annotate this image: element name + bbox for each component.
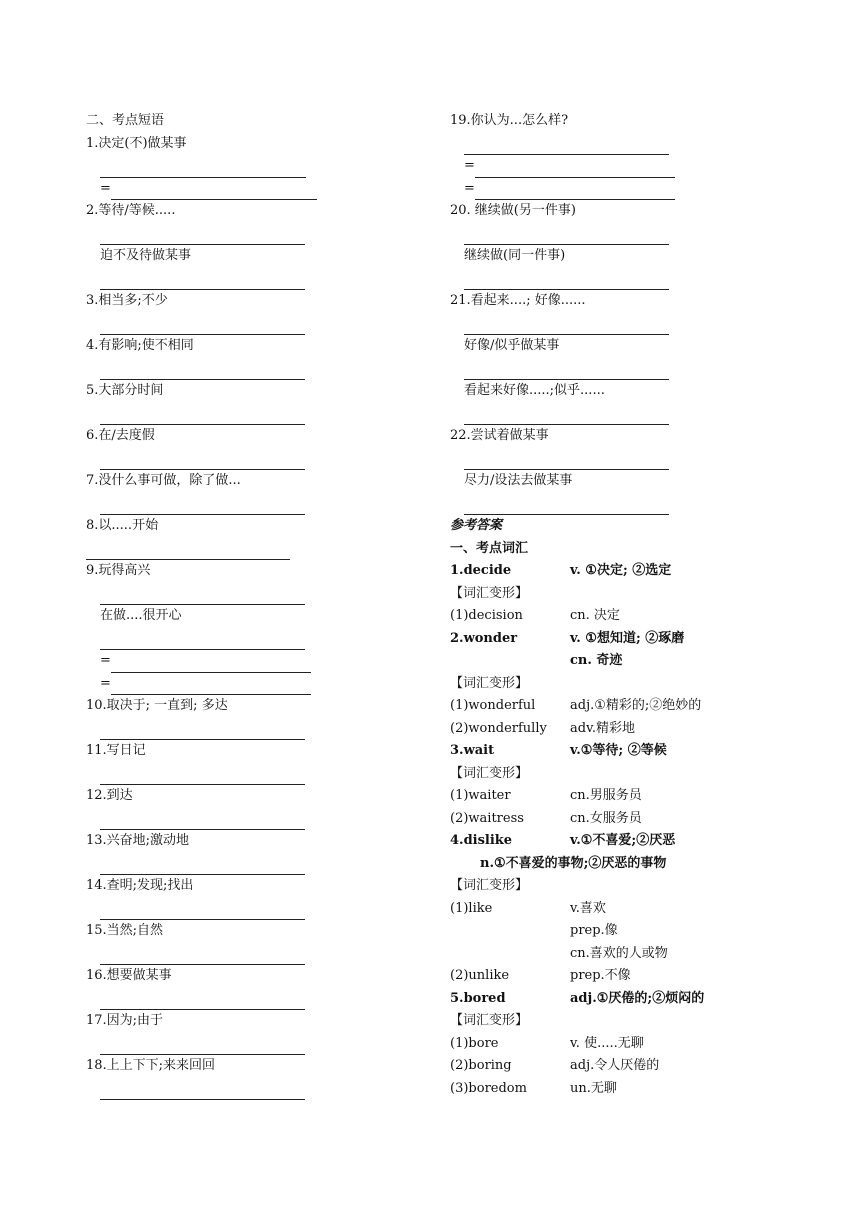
item-21-sub2: 看起来好像.....;似乎...... bbox=[464, 383, 605, 398]
item-1-blank[interactable] bbox=[86, 155, 326, 178]
forms-bracket: 【词汇变形】 bbox=[450, 675, 529, 691]
item-16-blank[interactable] bbox=[86, 988, 326, 1011]
item-16-question: 16.想要做某事 bbox=[86, 968, 172, 983]
item-22-sub-blank[interactable] bbox=[450, 493, 750, 516]
item-14-question: 14.查明;发现;找出 bbox=[86, 878, 194, 893]
form-row: (1)bore v. 使.....无聊 bbox=[450, 1035, 644, 1051]
answer-section-heading: 一、考点词汇 bbox=[450, 540, 529, 556]
item-8-question: 8.以.....开始 bbox=[86, 518, 159, 533]
forms-bracket: 【词汇变形】 bbox=[450, 765, 529, 781]
item-22-sub: 尽力/设法去做某事 bbox=[464, 473, 573, 488]
item-7-question: 7.没什么事可做，除了做... bbox=[86, 473, 241, 488]
word-entry-wonder-def2: cn. 奇迹 bbox=[570, 653, 623, 668]
item-20-sub-blank[interactable] bbox=[450, 268, 750, 291]
item-19-question: 19.你认为...怎么样? bbox=[450, 113, 569, 128]
word-entry-decide: 1.decide v. ①决定; ②选定 bbox=[450, 563, 672, 578]
item-21-sub1: 好像/似乎做某事 bbox=[464, 338, 560, 353]
item-13-blank[interactable] bbox=[86, 853, 326, 876]
item-7-blank[interactable] bbox=[86, 493, 326, 516]
item-13-question: 13.兴奋地;激动地 bbox=[86, 833, 190, 848]
item-3-question: 3.相当多;不少 bbox=[86, 293, 168, 308]
right-column bbox=[450, 110, 750, 1100]
item-1-question: 1.决定(不)做某事 bbox=[86, 135, 187, 151]
item-22-blank[interactable] bbox=[450, 448, 750, 471]
item-15-blank[interactable] bbox=[86, 943, 326, 966]
item-2-blank[interactable] bbox=[86, 223, 326, 246]
item-19-blank[interactable] bbox=[450, 133, 750, 156]
form-row: (2)waitress cn.女服务员 bbox=[450, 810, 642, 826]
left-column bbox=[86, 110, 326, 1100]
item-9-eq1-blank[interactable]: = bbox=[86, 650, 326, 673]
item-10-blank[interactable] bbox=[86, 718, 326, 741]
form-row: (1)wonderful adj.①精彩的;②绝妙的 bbox=[450, 698, 702, 713]
item-6-question: 6.在/去度假 bbox=[86, 428, 155, 443]
form-row: (1)decision cn. 决定 bbox=[450, 608, 620, 623]
item-21-sub1-blank[interactable] bbox=[450, 358, 750, 381]
item-9-sub: 在做....很开心 bbox=[100, 608, 182, 623]
item-12-blank[interactable] bbox=[86, 808, 326, 831]
forms-bracket: 【词汇变形】 bbox=[450, 878, 529, 893]
form-row: (1)like v.喜欢 bbox=[450, 900, 606, 916]
item-4-blank[interactable] bbox=[86, 358, 326, 381]
item-21-blank[interactable] bbox=[450, 313, 750, 336]
item-19-eq2-blank[interactable]: = bbox=[450, 178, 750, 201]
section-heading: 二、考点短语 bbox=[86, 113, 165, 128]
form-row: (2)unlike prep.不像 bbox=[450, 968, 631, 983]
item-2-question: 2.等待/等候..... bbox=[86, 203, 176, 218]
form-row: (1)waiter cn.男服务员 bbox=[450, 788, 642, 803]
item-15-question: 15.当然;自然 bbox=[86, 923, 164, 938]
word-entry-bored: 5.bored adj.①厌倦的;②烦闷的 bbox=[450, 990, 705, 1006]
item-17-blank[interactable] bbox=[86, 1033, 326, 1056]
word-entry-wait: 3.wait v.①等待; ②等候 bbox=[450, 743, 667, 758]
item-11-question: 11.写日记 bbox=[86, 743, 146, 758]
answer-title: 参考答案 bbox=[450, 518, 503, 533]
item-17-question: 17.因为;由于 bbox=[86, 1013, 164, 1028]
item-19-eq1-blank[interactable]: = bbox=[450, 155, 750, 178]
item-6-blank[interactable] bbox=[86, 448, 326, 471]
item-21-question: 21.看起来....; 好像...... bbox=[450, 293, 586, 308]
form-row: (2)boring adj.令人厌倦的 bbox=[450, 1058, 660, 1073]
item-8-blank[interactable] bbox=[86, 538, 326, 561]
word-entry-dislike: 4.dislike v.①不喜爱;②厌恶 bbox=[450, 833, 676, 848]
form-row: cn.喜欢的人或物 bbox=[570, 945, 668, 961]
item-5-blank[interactable] bbox=[86, 403, 326, 426]
item-22-question: 22.尝试着做某事 bbox=[450, 428, 549, 443]
item-11-blank[interactable] bbox=[86, 763, 326, 786]
form-row: prep.像 bbox=[570, 923, 618, 938]
item-9-sub-blank[interactable] bbox=[86, 628, 326, 651]
item-2-sub: 迫不及待做某事 bbox=[100, 248, 192, 263]
item-9-blank[interactable] bbox=[86, 583, 326, 606]
item-20-sub: 继续做(同一件事) bbox=[464, 248, 566, 263]
item-1-eq-blank[interactable]: = bbox=[86, 178, 326, 201]
item-3-blank[interactable] bbox=[86, 313, 326, 336]
word-entry-wonder: 2.wonder v. ①想知道; ②琢磨 bbox=[450, 630, 685, 646]
item-9-question: 9.玩得高兴 bbox=[86, 563, 151, 578]
item-5-question: 5.大部分时间 bbox=[86, 383, 164, 398]
item-20-question: 20. 继续做(另一件事) bbox=[450, 203, 576, 218]
item-20-blank[interactable] bbox=[450, 223, 750, 246]
item-18-blank[interactable] bbox=[86, 1078, 326, 1101]
item-4-question: 4.有影响;使不相同 bbox=[86, 338, 194, 353]
form-row: (2)wonderfully adv.精彩地 bbox=[450, 720, 636, 736]
item-2-sub-blank[interactable] bbox=[86, 268, 326, 291]
form-row: (3)boredom un.无聊 bbox=[450, 1080, 617, 1096]
item-14-blank[interactable] bbox=[86, 898, 326, 921]
forms-bracket: 【词汇变形】 bbox=[450, 1013, 529, 1028]
item-9-eq2-blank[interactable]: = bbox=[86, 673, 326, 696]
item-10-question: 10.取决于; 一直到; 多达 bbox=[86, 698, 228, 713]
forms-bracket: 【词汇变形】 bbox=[450, 585, 529, 601]
item-18-question: 18.上上下下;来来回回 bbox=[86, 1058, 216, 1073]
item-12-question: 12.到达 bbox=[86, 788, 133, 803]
item-21-sub2-blank[interactable] bbox=[450, 403, 750, 426]
word-entry-dislike-def2: n.①不喜爱的事物;②厌恶的事物 bbox=[480, 855, 667, 871]
